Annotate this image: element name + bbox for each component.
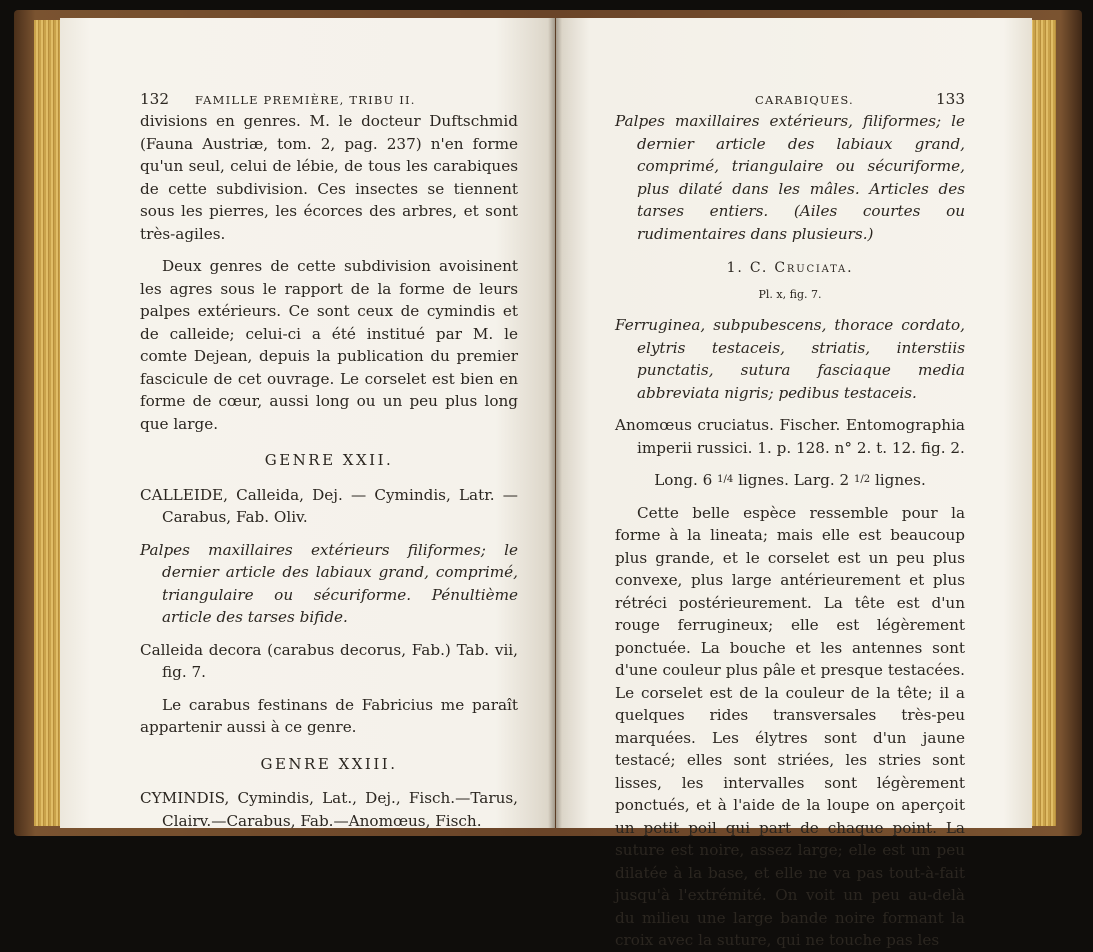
genre-22-note: Le carabus festinans de Fabricius me paraît appartenir aussi à ce genre. [140,695,518,736]
left-running-title: FAMILLE PREMIÈRE, TRIBU II. [195,93,416,107]
genre-22-diagnosis: Palpes maxillaires extérieurs filiformes; le dernier article des labiaux grand, comprimé, triangulaire ou sécuriforme. Pénultième article des tarses bifide. [140,540,518,626]
book-gutter [548,18,562,828]
species-title: 1. C. Cruciata. [726,260,854,276]
left-paragraph-1: divisions en genres. M. le docteur Duftschmid (Fauna Austriæ, tom. 2, pag. 237) n'en forme qu'un seul, celui de lébie, de tous les carabiques de cette subdivision. Ces insectes se tiennent sous les pierres, les écorces des arbres, et sont très-agiles. [140,112,518,243]
right-page-text [615,88,965,952]
plate-reference: Pl. x, fig. 7. [758,287,822,301]
genre-22-heading: GENRE XXII. [264,451,394,469]
left-page-text [140,88,518,832]
right-running-head [615,88,965,110]
species-measurements: Long. 6 1/4 lignes. Larg. 2 1/2 lignes. [654,471,926,489]
right-page-number: 133 [936,90,965,108]
genre-23-diagnosis: Palpes maxillaires extérieurs, filiformes; le dernier article des labiaux grand, comprimé, triangulaire ou sécuriforme, plus dilaté dans les mâles. Articles des tarses entiers. (Ailes courtes ou rudimentaires dans plusieurs.) [615,112,965,243]
left-page-number: 132 [140,90,169,108]
genre-22-species: Calleida decora (carabus decorus, Fab.) Tab. vii, fig. 7. [140,640,518,681]
genre-22-synonymy: CALLEIDE, Calleida, Dej. — Cymindis, Latr. — Carabus, Fab. Oliv. [140,485,518,526]
species-description: Cette belle espèce ressemble pour la forme à la lineata; mais elle est beaucoup plus grande, et le corselet est un peu plus convexe, plus large antérieurement et plus rétréci postérieurement. La tête est d'un rouge ferrugineux; elle est légèrement ponctuée. La bouche et les antennes sont d'une couleur plus pâle et presque testacées. Le corselet est de la couleur de la tête; il a quelques rides transversales très-peu marquées. Les élytres sont d'un jaune testacé; elles sont striées, les stries sont lisses, les intervalles sont légèrement ponctués, et à l'aide de la loupe on aperçoit un petit poil qui part de chaque point. La suture est noire, assez large; elle est un peu dilatée à la base, et elle ne va pas tout-à-fait jusqu'à l'extrémité. On voit un peu au-delà du milieu une large bande noire formant la croix avec la suture, qui ne touche pas les [615,503,965,949]
species-citation: Anomœus cruciatus. Fischer. Entomographia imperii russici. 1. p. 128. n° 2. t. 12. fig. 2. [615,416,965,457]
left-paragraph-2: Deux genres de cette subdivision avoisinent les agres sous le rapport de la forme de leurs palpes extérieurs. Ce sont ceux de cymindis et de calleide; celui-ci a été institué par M. le comte Dejean, depuis la publication du premier fascicule de cet ouvrage. Le corselet est bien en forme de cœur, aussi long ou un peu plus long que large. [140,257,518,433]
page-edges-left [34,20,62,826]
genre-23-synonymy: CYMINDIS, Cymindis, Lat., Dej., Fisch.—Tarus, Clairv.—Carabus, Fab.—Anomœus, Fisch. [140,789,518,830]
genre-23-heading: GENRE XXIII. [260,754,398,773]
latin-description: Ferruginea, subpubescens, thorace cordato, elytris testaceis, striatis, interstiis punctatis, sutura fasciaque media abbreviata nigris; pedibus testaceis. [615,316,965,402]
left-running-head [140,88,518,110]
right-running-title: CARABIQUES. [755,93,854,107]
page-edges-right [1030,20,1056,826]
